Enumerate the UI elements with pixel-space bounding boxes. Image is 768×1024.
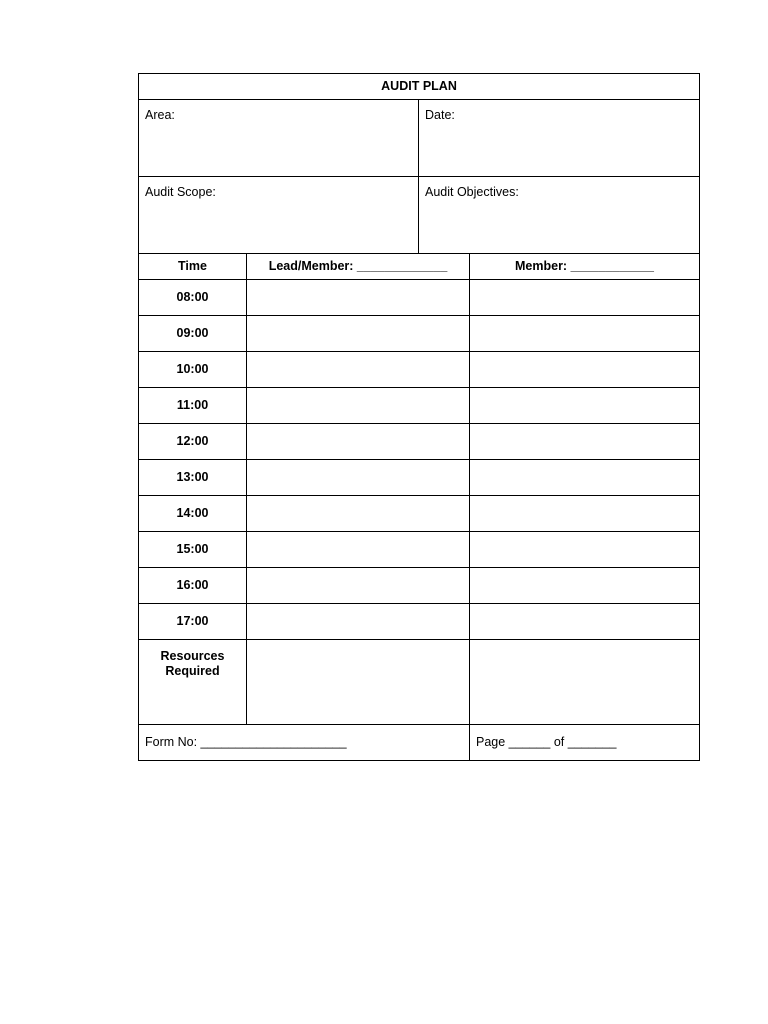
member-slot[interactable] <box>470 352 700 388</box>
time-slot-label: 16:00 <box>139 568 247 604</box>
date-label: Date: <box>425 108 455 122</box>
column-header-row <box>139 254 700 280</box>
audit-objectives-field[interactable] <box>419 177 700 254</box>
date-field[interactable] <box>419 100 700 177</box>
time-column-header: Time <box>139 254 247 280</box>
table-row <box>139 496 700 532</box>
member-slot[interactable] <box>470 532 700 568</box>
table-row <box>139 424 700 460</box>
table-row <box>139 352 700 388</box>
time-slot-label: 14:00 <box>139 496 247 532</box>
table-row <box>139 532 700 568</box>
member-column-header: Member: ____________ <box>470 254 700 280</box>
time-slot-label: 10:00 <box>139 352 247 388</box>
lead-member-slot[interactable] <box>247 388 470 424</box>
footer-row <box>139 725 700 761</box>
member-slot[interactable] <box>470 280 700 316</box>
lead-member-slot[interactable] <box>247 424 470 460</box>
member-slot[interactable] <box>470 424 700 460</box>
lead-member-slot[interactable] <box>247 568 470 604</box>
lead-member-slot[interactable] <box>247 280 470 316</box>
resources-row <box>139 640 700 725</box>
area-field[interactable] <box>139 100 419 177</box>
member-slot[interactable] <box>470 460 700 496</box>
lead-member-column-header: Lead/Member: _____________ <box>247 254 470 280</box>
lead-member-slot[interactable] <box>247 604 470 640</box>
member-slot[interactable] <box>470 388 700 424</box>
table-row <box>139 604 700 640</box>
audit-plan-form <box>138 73 700 761</box>
table-row <box>139 388 700 424</box>
time-slot-label: 15:00 <box>139 532 247 568</box>
lead-member-slot[interactable] <box>247 460 470 496</box>
lead-member-slot[interactable] <box>247 352 470 388</box>
resources-label-line1: Resources <box>160 649 225 663</box>
audit-scope-field[interactable] <box>139 177 419 254</box>
audit-objectives-label: Audit Objectives: <box>425 185 519 199</box>
lead-member-slot[interactable] <box>247 496 470 532</box>
resources-label-line2: Required <box>165 664 220 678</box>
member-resources[interactable] <box>470 640 700 725</box>
audit-scope-label: Audit Scope: <box>145 185 216 199</box>
time-slot-label: 08:00 <box>139 280 247 316</box>
lead-member-slot[interactable] <box>247 532 470 568</box>
title-row <box>139 74 700 100</box>
time-slot-label: 17:00 <box>139 604 247 640</box>
member-slot[interactable] <box>470 316 700 352</box>
member-slot[interactable] <box>470 604 700 640</box>
table-row <box>139 280 700 316</box>
scope-objectives-row <box>139 177 700 254</box>
time-slot-label: 11:00 <box>139 388 247 424</box>
time-slot-label: 09:00 <box>139 316 247 352</box>
time-slot-label: 12:00 <box>139 424 247 460</box>
table-row <box>139 316 700 352</box>
area-label: Area: <box>145 108 175 122</box>
member-slot[interactable] <box>470 568 700 604</box>
lead-member-slot[interactable] <box>247 316 470 352</box>
time-slot-label: 13:00 <box>139 460 247 496</box>
lead-member-resources[interactable] <box>247 640 470 725</box>
form-number-field[interactable]: Form No: _____________________ <box>139 725 470 761</box>
form-title: AUDIT PLAN <box>139 74 700 100</box>
table-row <box>139 460 700 496</box>
page-number-field[interactable]: Page ______ of _______ <box>470 725 700 761</box>
resources-required-label <box>139 640 247 725</box>
area-date-row <box>139 100 700 177</box>
table-row <box>139 568 700 604</box>
member-slot[interactable] <box>470 496 700 532</box>
